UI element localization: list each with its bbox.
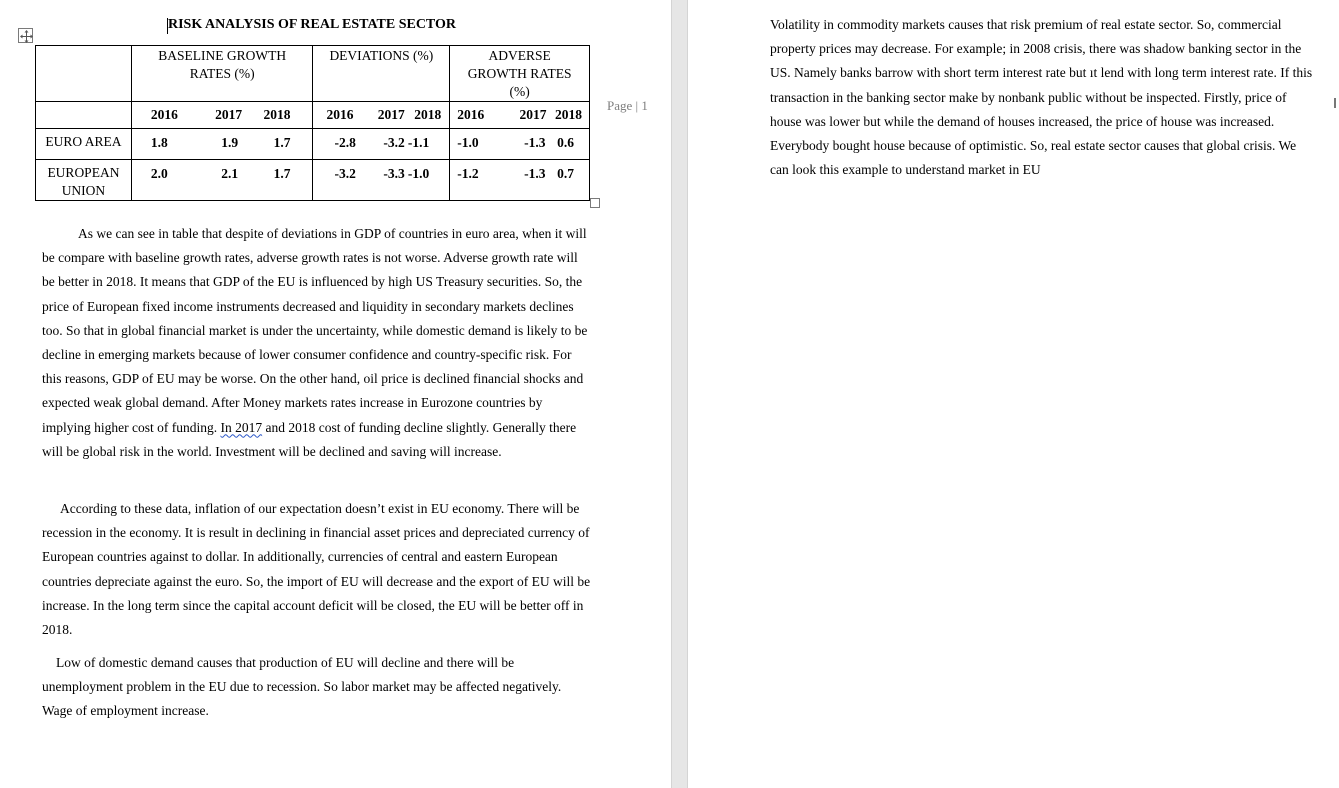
paragraph-3-text: Low of domestic demand causes that production of EU will decline and there will be unemployment problem in the EU due to recession. So labor market may be affected negatively. Wage of employment increase.	[42, 655, 562, 719]
paragraph-1-text-b: and 2018 cost of funding decline slightly. Generally there will be global risk in the world. Investment will be declined and saving will increase.	[42, 419, 577, 459]
table-cell[interactable]	[36, 102, 132, 129]
table-move-handle-icon[interactable]	[18, 28, 33, 43]
table-value-cell[interactable]: 1.9	[188, 129, 245, 160]
page-number	[607, 98, 648, 114]
adverse-growth-header: ADVERSE GROWTH RATES (%)	[467, 48, 572, 99]
table-value-cell[interactable]: -2.8	[313, 129, 359, 160]
year-header: 2017	[188, 102, 245, 129]
table-group-header-cell[interactable]	[131, 46, 313, 102]
paragraph-3[interactable]	[42, 651, 592, 724]
page-number-value: 1	[641, 98, 648, 113]
table-value-cell[interactable]: 2.0	[131, 160, 188, 201]
row-label-european-union[interactable]: EUROPEAN UNION	[36, 160, 132, 201]
table-group-header-cell[interactable]	[450, 46, 590, 102]
table-value-cell[interactable]: -3.2	[359, 129, 405, 160]
paragraph-2-text: According to these data, inflation of our expectation doesn’t exist in EU economy. There will be recession in the economy. It is result in declining in financial asset prices and depreciated currency of European countries against to dollar. In additionally, currencies of central and eastern European countries depreciate against the euro. So, the import of EU will decrease and the export of EU will be increase. In the long term since the capital account deficit will be closed, the EU will be better off in 2018.	[42, 501, 591, 638]
document-page-right[interactable]	[688, 0, 1339, 788]
year-header: 2017	[359, 102, 405, 129]
year-header: 2016	[131, 102, 188, 129]
table-value-cell[interactable]: 1.7	[245, 129, 313, 160]
year-header: 2018	[549, 102, 589, 129]
deviations-header: DEVIATIONS (%)	[329, 48, 434, 63]
row-label-euro-area[interactable]: EURO AREA	[36, 129, 132, 160]
table-value-cell[interactable]: 2.1	[188, 160, 245, 201]
paragraph-1-text-a: As we can see in table that despite of deviations in GDP of countries in euro area, when it will be compare with baseline growth rates, adverse growth rates is not worse. Adverse growth rate will be better in 2018. It means that GDP of the EU is influenced by high US Treasury securities. So, the price of European fixed income instruments decreased and liquidity in secondary markets declines too. So that in global financial market is under the uncertainty, while domestic demand is likely to be decline in emerging markets because of lower consumer confidence and country-specific risk. For this reasons, GDP of EU may be worse. On the other hand, oil price is declined financial shocks and expected weak global demand. After Money markets rates increase in Eurozone countries by implying higher cost of funding.	[42, 226, 588, 435]
table-value-cell[interactable]: -1.3	[487, 160, 550, 201]
page-gutter	[671, 0, 688, 788]
table-value-cell[interactable]: -1.2	[450, 160, 487, 201]
table-group-header-cell[interactable]	[313, 46, 450, 102]
table-value-cell[interactable]: 0.6	[549, 129, 589, 160]
page-edge-mark	[1334, 98, 1336, 108]
paragraph-1[interactable]	[42, 222, 592, 464]
table-value-cell[interactable]: 1.8	[131, 129, 188, 160]
table-value-cell[interactable]: -1.1	[405, 129, 450, 160]
year-header: 2018	[405, 102, 450, 129]
spellcheck-flagged-text[interactable]: In 2017	[220, 419, 263, 435]
year-header: 2017	[487, 102, 550, 129]
table-value-cell[interactable]: -3.3	[359, 160, 405, 201]
table-resize-handle[interactable]	[590, 198, 600, 208]
year-header: 2018	[245, 102, 313, 129]
page-separator: |	[635, 98, 639, 113]
risk-table[interactable]	[35, 45, 590, 201]
table-value-cell[interactable]: 0.7	[549, 160, 589, 201]
table-value-cell[interactable]: -1.0	[405, 160, 450, 201]
paragraph-2[interactable]	[42, 497, 592, 642]
year-header: 2016	[450, 102, 487, 129]
baseline-growth-header: BASELINE GROWTH RATES (%)	[158, 48, 287, 81]
table-value-cell[interactable]: -1.3	[487, 129, 550, 160]
year-header: 2016	[313, 102, 359, 129]
table-value-cell[interactable]: -3.2	[313, 160, 359, 201]
page-label: Page	[607, 98, 633, 113]
table-value-cell[interactable]: 1.7	[245, 160, 313, 201]
table-corner-cell[interactable]	[36, 46, 132, 102]
table-value-cell[interactable]: -1.0	[450, 129, 487, 160]
document-title[interactable]: RISK ANALYSIS OF REAL ESTATE SECTOR	[168, 17, 457, 32]
paragraph-right-1[interactable]: Volatility in commodity markets causes that risk premium of real estate sector. So, commercial property prices may decrease. For example; in 2008 crisis, there was shadow banking sector in the US. Namely banks barrow with short term interest rate but ıt lend with long term interest rate. If this transaction in the banking sector make by nonbank public without be inspected. Firstly, price of house was lower but while the demand of houses increased, the price of house was increased. Everybody bought house because of optimistic. So, real estate sector causes that global crisis. We can look this example to understand market in EU	[770, 17, 1313, 178]
